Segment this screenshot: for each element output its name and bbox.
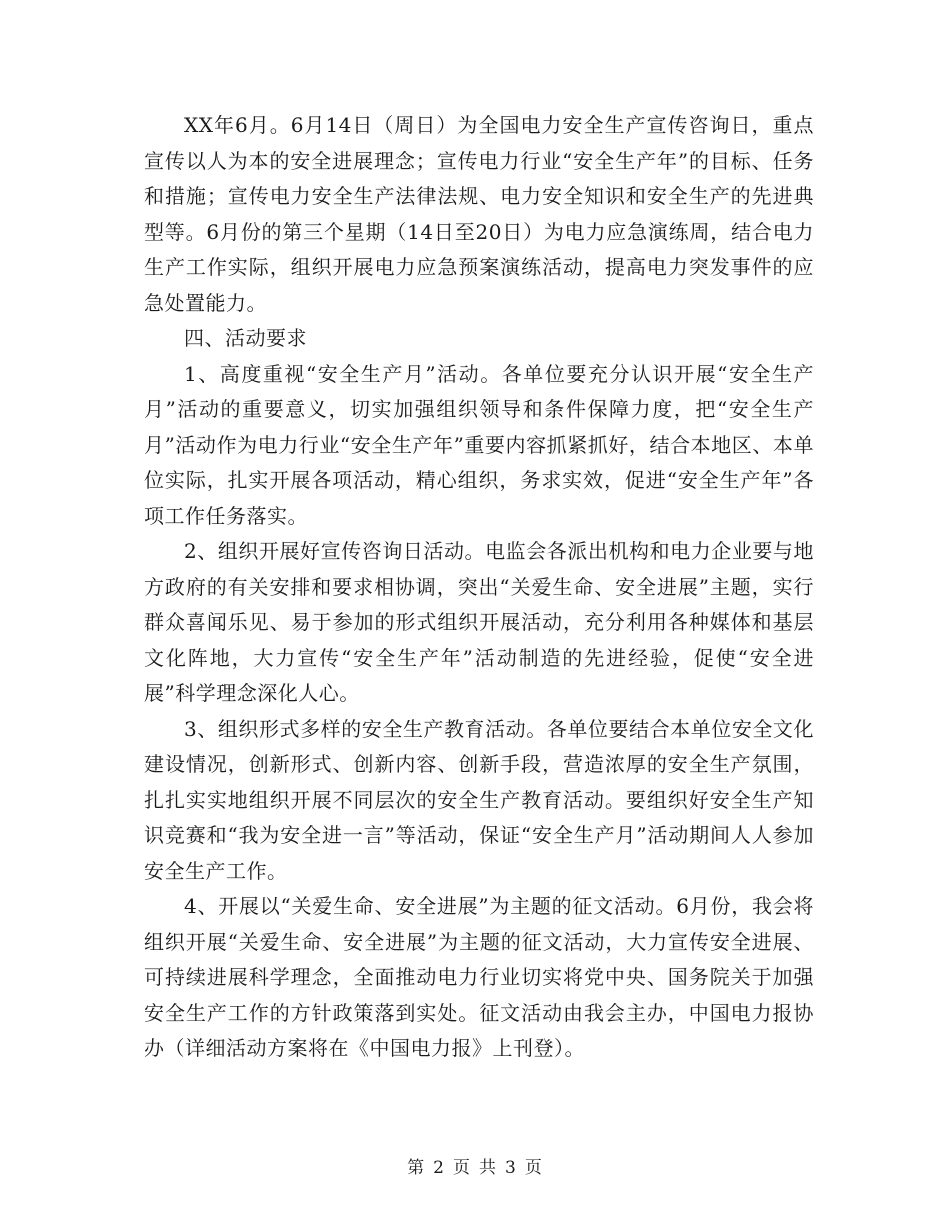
footer-current-page: 2	[433, 1158, 445, 1178]
footer-label-gong: 共	[479, 1158, 497, 1178]
paragraph-requirement-1: 1、高度重视“安全生产月”活动。各单位要充分认识开展“安全生产月”活动的重要意义，切实加强组织领导和条件保障力度，把“安全生产月”活动作为电力行业“安全生产年”重要内容抓紧抓好，结合本地区、本单位实际，扎实开展各项活动，精心组织，务求实效，促进“安全生产年”各项工作任务落实。	[144, 361, 814, 528]
document-body	[144, 108, 814, 1067]
paragraph-requirement-2: 2、组织开展好宣传咨询日活动。电监会各派出机构和电力企业要与地方政府的有关安排和要求相协调，突出“关爱生命、安全进展”主题，实行群众喜闻乐见、易于参加的形式组织开展活动，充分利用各种媒体和基层文化阵地，大力宣传“安全生产年”活动制造的先进经验，促使“安全进展”科学理念深化人心。	[144, 539, 814, 705]
footer-total-pages: 3	[505, 1158, 517, 1178]
paragraph-requirement-4: 4、开展以“关爱生命、安全进展”为主题的征文活动。6月份，我会将组织开展“关爱生命、安全进展”为主题的征文活动，大力宣传安全进展、可持续进展科学理念，全面推动电力行业切实将党中央、国务院关于加强安全生产工作的方针政策落到实处。征文活动由我会主办，中国电力报协办（详细活动方案将在《中国电力报》上刊登）。	[144, 894, 814, 1060]
footer-label-ye-2: 页	[524, 1158, 543, 1178]
page-footer	[0, 1153, 950, 1178]
paragraph-schedule: XX年6月。6月14日（周日）为全国电力安全生产宣传咨询日，重点宣传以人为本的安全进展理念；宣传电力行业“安全生产年”的目标、任务和措施；宣传电力安全生产法律法规、电力安全知识和安全生产的先进典型等。6月份的第三个星期（14日至20日）为电力应急演练周，结合电力生产工作实际，组织开展电力应急预案演练活动，提高电力突发事件的应急处置能力。	[144, 113, 814, 315]
footer-label-di: 第	[407, 1158, 426, 1178]
paragraph-requirement-3: 3、组织形式多样的安全生产教育活动。各单位要结合本单位安全文化建设情况，创新形式、创新内容、创新手段，营造浓厚的安全生产氛围，扎扎实实地组织开展不同层次的安全生产教育活动。要组织好安全生产知识竞赛和“我为安全进一言”等活动，保证“安全生产月”活动期间人人参加安全生产工作。	[144, 716, 814, 883]
footer-label-ye: 页	[453, 1158, 471, 1178]
section-heading-requirements: 四、活动要求	[184, 326, 307, 350]
